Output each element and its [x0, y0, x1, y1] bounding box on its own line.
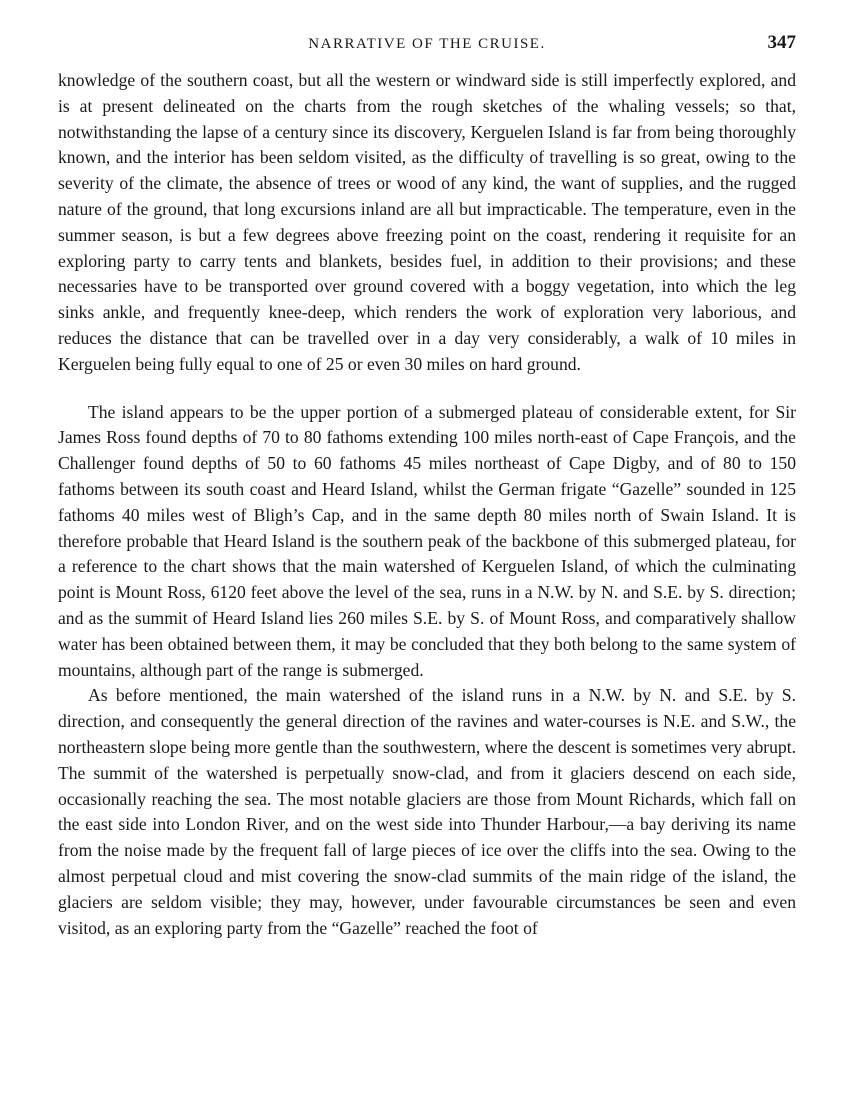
- paragraph-spacer: [58, 378, 796, 400]
- paragraph-continued: knowledge of the southern coast, but all the western or windward side is still imperfectly explored, and is at present delineated on the charts from the rough sketches of the whaling vessels; so that, notwithstanding the lapse of a century since its discovery, Kerguelen Island is far from being thoroughly known, and the interior has been seldom visited, as the difficulty of travelling is so great, owing to the severity of the climate, the absence of trees or wood of any kind, the want of supplies, and the rugged nature of the ground, that long excursions inland are all but impracticable. The temperature, even in the summer season, is but a few degrees above freezing point on the coast, rendering it requisite for an exploring party to carry tents and blankets, besides fuel, in addition to their provisions; and these necessaries have to be transported over ground covered with a boggy vegetation, into which the leg sinks ankle, and frequently knee-deep, which renders the work of exploration very laborious, and reduces the distance that can be travelled over in a day very considerably, a walk of 10 miles in Kerguelen being fully equal to one of 25 or even 30 miles on hard ground.: [58, 70, 796, 374]
- running-header: [58, 30, 796, 56]
- book-page: [58, 30, 796, 941]
- paragraph-plateau: The island appears to be the upper portion of a submerged plateau of considerable extent, for Sir James Ross found depths of 70 to 80 fathoms extending 100 miles north-east of Cape François, and the Challenger found depths of 50 to 60 fathoms 45 miles northeast of Cape Digby, and of 80 to 150 fathoms between its south coast and Heard Island, whilst the German frigate “Gazelle” sounded in 125 fathoms 40 miles west of Bligh’s Cap, and in the same depth 80 miles north of Swain Island. It is therefore probable that Heard Island is the southern peak of the backbone of this submerged plateau, for a reference to the chart shows that the main watershed of Kerguelen Island, of which the culminating point is Mount Ross, 6120 feet above the level of the sea, runs in a N.W. by N. and S.E. by S. direction; and as the summit of Heard Island lies 260 miles S.E. by S. of Mount Ross, and comparatively shallow water has been obtained between them, it may be concluded that they both belong to the same system of mountains, although part of the range is submerged.: [58, 401, 796, 680]
- paragraph-watershed: As before mentioned, the main watershed of the island runs in a N.W. by N. and S.E. by S. direction, and consequently the general direction of the ravines and water-courses is N.E. and S.W., the northeastern slope being more gentle than the southwestern, where the descent is sometimes very abrupt. The summit of the watershed is perpetually snow-clad, and from it glaciers descend on each side, occasionally reaching the sea. The most notable glaciers are those from Mount Richards, which fall on the east side into London River, and on the west side into Thunder Harbour,—a bay deriving its name from the noise made by the frequent fall of large pieces of ice over the cliffs into the sea. Owing to the almost perpetual cloud and mist covering the snow-clad summits of the main ridge of the island, the glaciers are seldom visible; they may, however, under favourable circumstances be seen and even visitod, as an exploring party from the “Gazelle” reached the foot of: [58, 685, 796, 938]
- page-number: 347: [767, 32, 796, 53]
- running-title: NARRATIVE OF THE CRUISE.: [308, 36, 546, 52]
